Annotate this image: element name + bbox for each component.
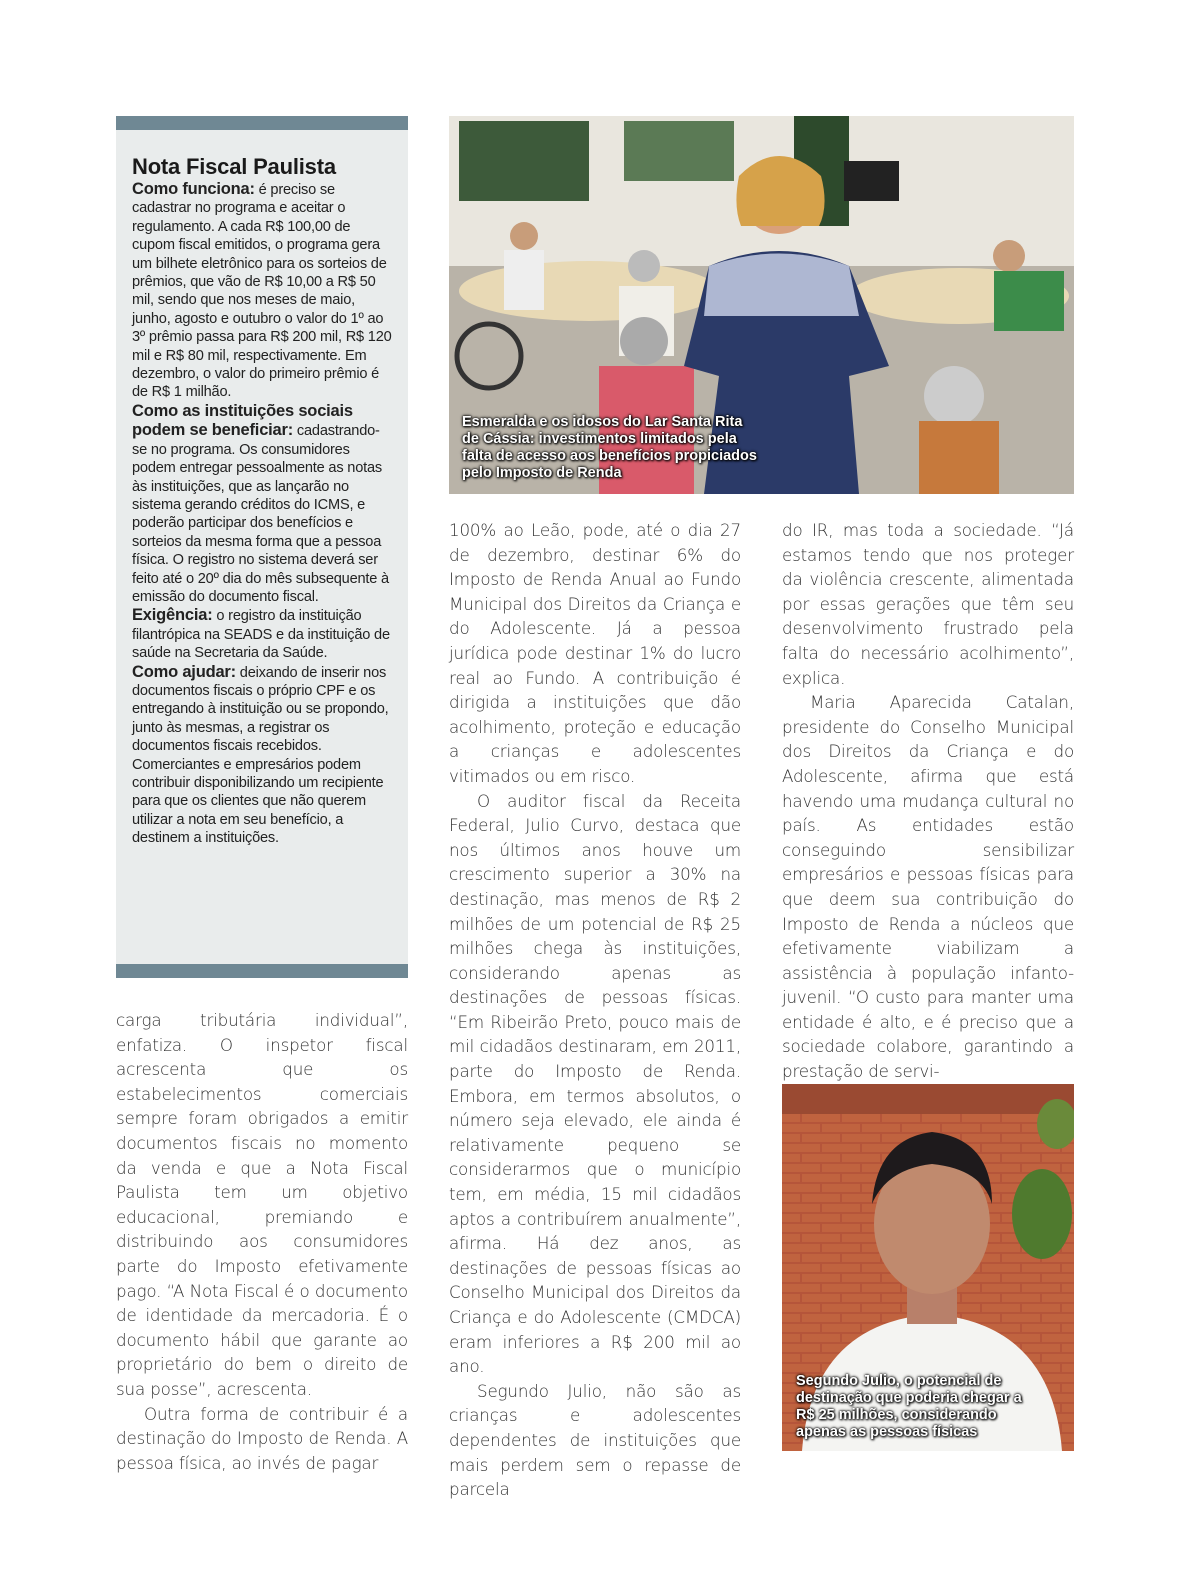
article-paragraph: Outra forma de contribuir é a destinação do Imposto de Renda. A pessoa física, ao invés de pagar xyxy=(116,1403,408,1473)
sidebar-heading: Como funciona: xyxy=(132,180,255,198)
article-paragraph: do IR, mas toda a sociedade. “Já estamos tendo que nos proteger da violência crescente, alimentada por essas gerações que têm seu desenvolvimento frustrado pela falta do necessário acolhimento”, explica. xyxy=(782,520,1074,688)
article-paragraph: Segundo Julio, não são as crianças e adolescentes dependentes de instituições que mais perdem sem o repasse de parcela xyxy=(449,1380,741,1500)
sidebar-bottom-bar xyxy=(116,964,408,978)
sidebar-heading: Exigência: xyxy=(132,606,213,625)
photo-elderly-home xyxy=(449,116,1074,494)
sidebar-text: cadastrando-se no programa. Os consumidores podem entregar pessoalmente as notas às instituições, que as lançarão no sistema gerando créditos do ICMS, e poderão participar dos benefícios e sorteios da mesma forma que a pessoa física. O registro no sistema deverá ser feito até o 20º dia do mês subsequente à emissão do documento fiscal. xyxy=(132,423,389,605)
sidebar-section xyxy=(132,180,392,402)
article-column-1 xyxy=(116,1008,408,1475)
sidebar-heading: Como ajudar: xyxy=(132,662,236,681)
article-column-2 xyxy=(449,518,741,1502)
photo-elderly-home-caption: Esmeralda e os idosos do Lar Santa Rita de Cássia: investimentos limitados pela falta de acesso aos benefícios propiciados pelo Imposto de Renda xyxy=(462,414,757,481)
article-paragraph: Maria Aparecida Catalan, presidente do Conselho Municipal dos Direitos da Criança e do Adolescente, afirma que está havendo uma mudança cultural no país. As entidades estão conseguindo sensibilizar empresários e pessoas físicas para que deem sua contribuição do Imposto de Renda a núcleos que efetivamente viabilizam a assistência à população infanto-juvenil. “O custo para manter uma entidade é alto, e é preciso que a sociedade colabore, garantindo a prestação de servi- xyxy=(782,692,1074,1082)
photo-julio-portrait xyxy=(782,1084,1074,1451)
sidebar-text: o registro da instituição filantrópica na SEADS e da instituição de saúde na Secretaria da Saúde. xyxy=(132,608,390,662)
sidebar-section xyxy=(132,606,392,662)
article-paragraph: 100% ao Leão, pode, até o dia 27 de dezembro, destinar 6% do Imposto de Renda Anual ao Fundo Municipal dos Direitos da Criança e do Adolescente. Já a pessoa jurídica pode destinar 1% do lucro real ao Fundo. A contribuição é dirigida a instituições que dão acolhimento, proteção e educação a crianças e adolescentes vitimados ou em risco. xyxy=(449,520,741,786)
article-column-3 xyxy=(782,518,1074,1084)
sidebar-top-bar xyxy=(116,116,408,130)
article-paragraph: O auditor fiscal da Receita Federal, Julio Curvo, destaca que nos últimos anos houve um crescimento superior a 30% na destinação, mas menos de R$ 2 milhões de um potencial de R$ 25 milhões chega às instituições, considerando apenas as destinações de pessoas físicas. “Em Ribeirão Preto, pouco mais de mil cidadãos destinaram, em 2011, parte do Imposto de Renda. Embora, em termos absolutos, o número seja elevado, ele ainda é relativamente pequeno se considerarmos que o município tem, em média, 15 mil cidadãos aptos a contribuírem anualmente”, afirma. Há dez anos, as destinações de pessoas físicas ao Conselho Municipal dos Direitos da Criança e do Adolescente (CMDCA) eram inferiores a R$ 200 mil ao ano. xyxy=(449,790,741,1377)
sidebar-text: deixando de inserir nos documentos fiscais o próprio CPF e os entregando à instituição ou se propondo, junto às mesmas, a registrar os documentos fiscais recebidos. Comerciantes e empresários podem contribuir disponibilizando um recipiente para que os clientes que não querem utilizar a nota em seu benefício, a destinem a instituições. xyxy=(132,664,389,847)
photo-julio-portrait-caption: Segundo Julio, o potencial de destinação que poderia chegar a R$ 25 milhões, considerando apenas as pessoas físicas xyxy=(796,1373,1022,1440)
sidebar-section xyxy=(132,402,392,606)
sidebar-section xyxy=(132,663,392,848)
sidebar-content xyxy=(132,154,392,848)
sidebar-text: é preciso se cadastrar no programa e aceitar o regulamento. A cada R$ 100,00 de cupom fiscal emitidos, o programa gera um bilhete eletrônico para os sorteios de prêmios, que vão de R$ 10,00 a R$ 50 mil, sendo que nos meses de maio, junho, agosto e outubro o valor do 1º ao 3º prêmio passa para R$ 200 mil, R$ 120 mil e R$ 80 mil, respectivamente. Em dezembro, o valor do primeiro prêmio é de R$ 1 milhão. xyxy=(132,182,392,401)
sidebar-title: Nota Fiscal Paulista xyxy=(132,154,336,179)
article-paragraph: carga tributária individual”, enfatiza. O inspetor fiscal acrescenta que os estabelecimentos comerciais sempre foram obrigados a emitir documentos fiscais no momento da venda e que a Nota Fiscal Paulista tem um objetivo educacional, premiando e distribuindo aos consumidores parte do Imposto efetivamente pago. “A Nota Fiscal é o documento de identidade da mercadoria. É o documento hábil que garante ao proprietário do bem o direito de sua posse”, acrescenta. xyxy=(116,1010,408,1399)
sidebar-box xyxy=(116,116,408,978)
sidebar-heading: Como as instituições sociais podem se beneficiar: xyxy=(132,401,353,440)
